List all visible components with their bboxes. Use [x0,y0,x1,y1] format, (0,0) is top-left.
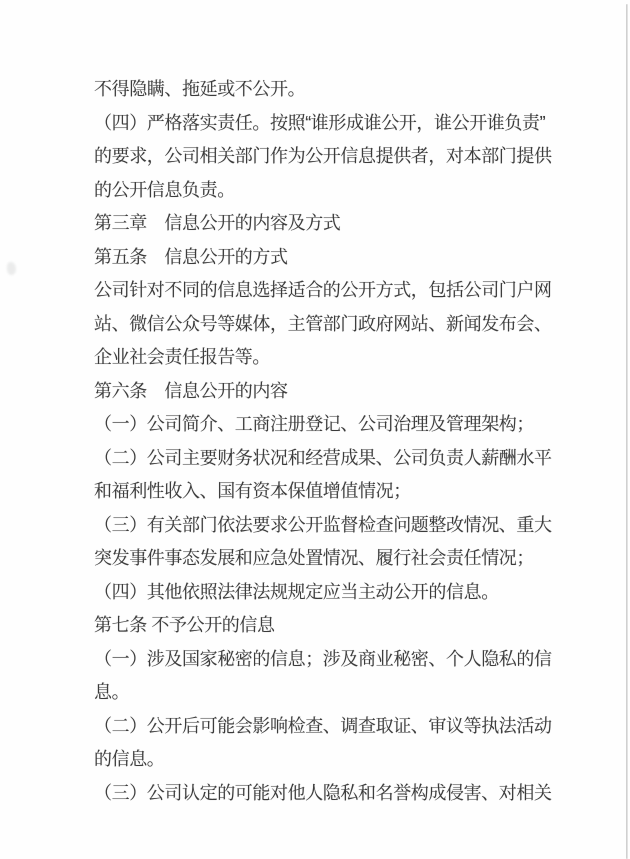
document-line: 公司针对不同的信息选择适合的公开方式，包括公司门户网 [94,280,552,300]
article-heading: 第五条 信息公开的方式 [94,246,288,267]
document-line: 站、微信公众号等媒体，主管部门政府网站、新闻发布会、 [94,313,552,334]
chapter-heading: 第三章 信息公开的内容及方式 [94,213,341,233]
article-heading: 第七条 不予公开的信息 [94,615,275,635]
document-line: 企业社会责任报告等。 [94,347,270,367]
document-line: 和福利性收入、国有资本保值增值情况； [94,481,411,501]
document-line: 息。 [94,682,130,702]
document-line: （二）公开后可能会影响检查、调查取证、审议等执法活动 [94,715,552,736]
document-line: 的要求，公司相关部门作为公开信息提供者，对本部门提供 [94,146,552,166]
document-line: 的信息。 [94,749,165,769]
scan-smudge-artifact [7,262,16,275]
document-line: 的公开信息负责。 [94,179,235,200]
document-line: 不得隐瞒、拖延或不公开。 [94,79,306,99]
document-line: （四）其他依照法律法规规定应当主动公开的信息。 [94,581,499,602]
document-line: （四）严格落实责任。按照“谁形成谁公开，谁公开谁负责” [94,112,546,133]
document-line: （一）涉及国家秘密的信息；涉及商业秘密、个人隐私的信 [94,648,552,669]
document-line: （三）有关部门依法要求公开监督检查问题整改情况、重大 [94,514,552,535]
document-line: （二）公司主要财务状况和经营成果、公司负责人薪酬水平 [94,447,552,468]
document-line: （三）公司认定的可能对他人隐私和名誉构成侵害、对相关 [94,782,552,803]
page-edge-line [626,4,628,859]
document-body-text [94,73,569,810]
document-line: （一）公司简介、工商注册登记、公司治理及管理架构； [94,414,534,434]
document-line: 突发事件事态发展和应急处置情况、履行社会责任情况； [94,548,534,568]
article-heading: 第六条 信息公开的内容 [94,380,288,401]
